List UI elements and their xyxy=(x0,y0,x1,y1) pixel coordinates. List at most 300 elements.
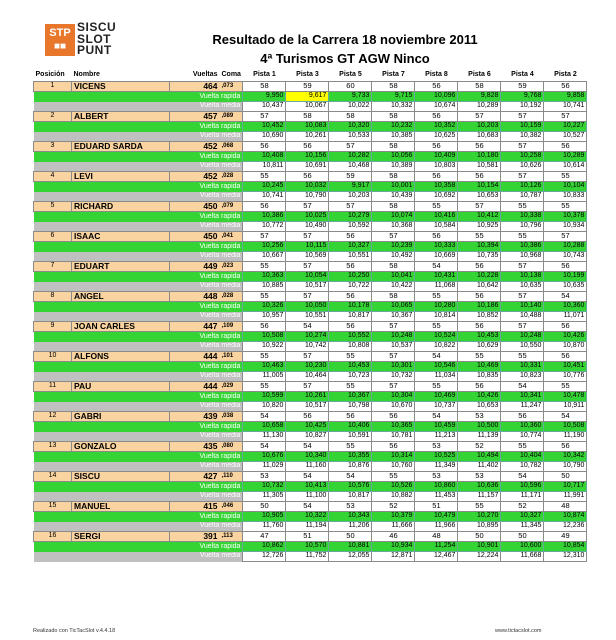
pista-laps: 55 xyxy=(501,202,544,212)
fast-lap-time: 10,025 xyxy=(286,212,329,222)
pista-laps: 49 xyxy=(544,532,587,542)
avg-lap-time: 11,005 xyxy=(243,372,286,382)
avg-lap-label: Vuelta media xyxy=(34,522,243,532)
pista-laps: 56 xyxy=(458,172,501,182)
driver-name: PAU xyxy=(72,382,170,392)
fast-lap-time: 10,451 xyxy=(544,362,587,372)
pista-laps: 54 xyxy=(286,322,329,332)
position: 11 xyxy=(34,382,72,392)
avg-lap-time: 10,551 xyxy=(286,312,329,322)
fast-lap-label: Vuelta rapida xyxy=(34,182,243,192)
avg-lap-time: 10,261 xyxy=(286,132,329,142)
fast-lap-time: 10,525 xyxy=(415,452,458,462)
fast-lap-label: Vuelta rapida xyxy=(34,362,243,372)
pista-laps: 56 xyxy=(458,382,501,392)
fast-lap-time: 9,917 xyxy=(329,182,372,192)
fast-lap-time: 10,576 xyxy=(329,482,372,492)
pista-laps: 53 xyxy=(458,412,501,422)
pista-laps: 50 xyxy=(329,532,372,542)
fast-lap-time: 10,404 xyxy=(501,452,544,462)
driver-name: SERGI xyxy=(72,532,170,542)
laps: 464 xyxy=(170,82,220,92)
pista-laps: 55 xyxy=(329,442,372,452)
pista-laps: 55 xyxy=(415,382,458,392)
fast-lap-time: 10,001 xyxy=(372,182,415,192)
coma: ,089 xyxy=(220,112,243,122)
fast-lap-time: 10,341 xyxy=(501,392,544,402)
pista-laps: 56 xyxy=(372,412,415,422)
fast-lap-time: 10,600 xyxy=(501,542,544,552)
driver-row xyxy=(34,292,587,302)
pista-laps: 53 xyxy=(329,502,372,512)
fast-lap-time: 10,596 xyxy=(501,482,544,492)
avg-lap-time: 10,492 xyxy=(372,252,415,262)
laps: 450 xyxy=(170,232,220,242)
driver-row xyxy=(34,112,587,122)
position: 10 xyxy=(34,352,72,362)
fast-lap-time: 10,901 xyxy=(458,542,501,552)
pista-laps: 56 xyxy=(544,82,587,92)
fast-lap-time: 10,230 xyxy=(286,362,329,372)
fast-lap-time: 10,104 xyxy=(544,182,587,192)
fast-lap-time: 10,478 xyxy=(544,392,587,402)
avg-lap-time: 10,527 xyxy=(544,132,587,142)
fast-lap-time: 10,452 xyxy=(243,122,286,132)
pista-laps: 58 xyxy=(372,142,415,152)
position: 16 xyxy=(34,532,72,542)
position: 6 xyxy=(34,232,72,242)
pista-laps: 57 xyxy=(329,202,372,212)
avg-lap-time: 10,808 xyxy=(329,342,372,352)
avg-lap-time: 11,666 xyxy=(372,522,415,532)
fast-lap-time: 10,408 xyxy=(243,152,286,162)
fast-lap-label: Vuelta rapida xyxy=(34,302,243,312)
fast-lap-time: 10,413 xyxy=(286,482,329,492)
pista-laps: 48 xyxy=(544,502,587,512)
fast-lap-time: 10,327 xyxy=(501,512,544,522)
fast-lap-time: 10,934 xyxy=(372,542,415,552)
coma: ,046 xyxy=(220,502,243,512)
avg-lap-time: 10,635 xyxy=(544,282,587,292)
footer-credit: Realizado con TicTacSlot v.4.4.18 xyxy=(33,628,116,634)
fast-lap-label: Vuelta rapida xyxy=(34,122,243,132)
fast-lap-time: 10,159 xyxy=(501,122,544,132)
fast-lap-time: 10,599 xyxy=(243,392,286,402)
pista-laps: 58 xyxy=(372,202,415,212)
fast-lap-time: 10,409 xyxy=(415,152,458,162)
fast-lap-time: 10,126 xyxy=(501,182,544,192)
logo-words: SISCU SLOT PUNT xyxy=(77,20,117,57)
avg-lap-time: 10,464 xyxy=(286,372,329,382)
avg-lap-time: 10,437 xyxy=(243,102,286,112)
pista-laps: 53 xyxy=(458,472,501,482)
avg-lap-time: 10,968 xyxy=(501,252,544,262)
avg-lap-label: Vuelta media xyxy=(34,252,243,262)
avg-lap-row xyxy=(34,192,587,202)
fast-lap-time: 10,412 xyxy=(458,212,501,222)
driver-row xyxy=(34,262,587,272)
pista-laps: 56 xyxy=(329,322,372,332)
fast-lap-time: 10,552 xyxy=(329,332,372,342)
footer-url: www.tictacslot.com xyxy=(495,628,542,634)
avg-lap-time: 10,922 xyxy=(243,342,286,352)
pista-laps: 50 xyxy=(544,472,587,482)
fast-lap-time: 10,342 xyxy=(544,452,587,462)
results-body xyxy=(34,82,587,562)
avg-lap-time: 10,367 xyxy=(372,312,415,322)
laps: 450 xyxy=(170,202,220,212)
driver-name: RICHARD xyxy=(72,202,170,212)
fast-lap-time: 10,154 xyxy=(458,182,501,192)
avg-lap-time: 10,772 xyxy=(243,222,286,232)
pista-laps: 57 xyxy=(286,292,329,302)
avg-lap-time: 10,811 xyxy=(243,162,286,172)
avg-lap-time: 10,683 xyxy=(458,132,501,142)
fast-lap-label: Vuelta rapida xyxy=(34,332,243,342)
pista-laps: 58 xyxy=(243,82,286,92)
coma: ,028 xyxy=(220,292,243,302)
fast-lap-time: 10,256 xyxy=(243,242,286,252)
avg-lap-time: 10,925 xyxy=(458,222,501,232)
fast-lap-time: 10,050 xyxy=(286,302,329,312)
laps: 439 xyxy=(170,412,220,422)
avg-lap-time: 11,171 xyxy=(501,492,544,502)
pista-laps: 48 xyxy=(415,532,458,542)
coma: ,073 xyxy=(220,82,243,92)
driver-name: MANUEL xyxy=(72,502,170,512)
avg-lap-time: 10,629 xyxy=(458,342,501,352)
header-nombre: Nombre xyxy=(73,70,100,78)
fast-lap-time: 10,854 xyxy=(544,542,587,552)
avg-lap-label: Vuelta media xyxy=(34,432,243,442)
pista-laps: 57 xyxy=(544,232,587,242)
avg-lap-time: 10,833 xyxy=(544,192,587,202)
avg-lap-time: 10,776 xyxy=(544,372,587,382)
avg-lap-row xyxy=(34,132,587,142)
pista-laps: 57 xyxy=(286,352,329,362)
pista-laps: 57 xyxy=(501,292,544,302)
fast-lap-row xyxy=(34,152,587,162)
fast-lap-time: 10,526 xyxy=(372,482,415,492)
avg-lap-time: 11,247 xyxy=(501,402,544,412)
avg-lap-time: 10,737 xyxy=(415,402,458,412)
pista-laps: 54 xyxy=(501,382,544,392)
pista-laps: 50 xyxy=(243,502,286,512)
avg-lap-time: 11,305 xyxy=(243,492,286,502)
laps: 444 xyxy=(170,382,220,392)
pista-laps: 54 xyxy=(329,472,372,482)
avg-lap-time: 10,820 xyxy=(243,402,286,412)
avg-lap-time: 12,310 xyxy=(544,552,587,562)
fast-lap-time: 10,358 xyxy=(415,182,458,192)
avg-lap-time: 10,592 xyxy=(329,222,372,232)
pista-laps: 55 xyxy=(458,352,501,362)
fast-lap-time: 10,386 xyxy=(501,242,544,252)
driver-name: ALBERT xyxy=(72,112,170,122)
fast-lap-time: 9,768 xyxy=(501,92,544,102)
fast-lap-time: 10,056 xyxy=(372,152,415,162)
avg-lap-row xyxy=(34,402,587,412)
fast-lap-time: 9,715 xyxy=(372,92,415,102)
avg-lap-time: 10,642 xyxy=(458,282,501,292)
avg-lap-time: 11,345 xyxy=(501,522,544,532)
fast-lap-label: Vuelta rapida xyxy=(34,542,243,552)
pista-laps: 57 xyxy=(458,202,501,212)
pista-laps: 58 xyxy=(329,112,372,122)
header-coma: Coma xyxy=(221,70,241,78)
pista-laps: 57 xyxy=(372,322,415,332)
pista-laps: 56 xyxy=(243,202,286,212)
fast-lap-time: 10,732 xyxy=(243,482,286,492)
fast-lap-row xyxy=(34,242,587,252)
avg-lap-time: 10,635 xyxy=(501,282,544,292)
pista-laps: 57 xyxy=(372,232,415,242)
fast-lap-time: 10,248 xyxy=(372,332,415,342)
avg-lap-time: 10,827 xyxy=(286,432,329,442)
fast-lap-time: 10,570 xyxy=(286,542,329,552)
fast-lap-time: 10,096 xyxy=(415,92,458,102)
pista-laps: 55 xyxy=(544,202,587,212)
fast-lap-label: Vuelta rapida xyxy=(34,392,243,402)
avg-lap-time: 12,236 xyxy=(544,522,587,532)
avg-lap-time: 10,911 xyxy=(544,402,587,412)
driver-row xyxy=(34,472,587,482)
pista-laps: 55 xyxy=(415,292,458,302)
avg-lap-time: 11,991 xyxy=(544,492,587,502)
pista-laps: 55 xyxy=(243,172,286,182)
fast-lap-time: 10,065 xyxy=(372,302,415,312)
avg-lap-time: 10,591 xyxy=(329,432,372,442)
fast-lap-time: 10,333 xyxy=(415,242,458,252)
fast-lap-time: 10,453 xyxy=(458,332,501,342)
fast-lap-time: 10,258 xyxy=(501,152,544,162)
pista-laps: 57 xyxy=(501,172,544,182)
avg-lap-label: Vuelta media xyxy=(34,462,243,472)
fast-lap-time: 10,326 xyxy=(243,302,286,312)
avg-lap-time: 10,584 xyxy=(415,222,458,232)
fast-lap-time: 10,469 xyxy=(415,392,458,402)
pista-laps: 54 xyxy=(286,442,329,452)
avg-lap-time: 11,668 xyxy=(501,552,544,562)
driver-name: ISAAC xyxy=(72,232,170,242)
fast-lap-time: 10,274 xyxy=(286,332,329,342)
fast-lap-time: 10,248 xyxy=(501,332,544,342)
avg-lap-time: 10,203 xyxy=(329,192,372,202)
pista-laps: 57 xyxy=(501,142,544,152)
avg-lap-time: 11,752 xyxy=(286,552,329,562)
pista-laps: 54 xyxy=(415,262,458,272)
pista-laps: 56 xyxy=(372,442,415,452)
avg-lap-time: 11,402 xyxy=(458,462,501,472)
header-pista: Pista 5 xyxy=(339,70,362,78)
fast-lap-time: 10,352 xyxy=(415,122,458,132)
fast-lap-time: 10,355 xyxy=(329,452,372,462)
pista-laps: 57 xyxy=(372,352,415,362)
fast-lap-time: 10,227 xyxy=(544,122,587,132)
avg-lap-time: 10,289 xyxy=(458,102,501,112)
fast-lap-time: 10,463 xyxy=(243,362,286,372)
avg-lap-time: 11,100 xyxy=(286,492,329,502)
avg-lap-label: Vuelta media xyxy=(34,102,243,112)
avg-lap-row xyxy=(34,432,587,442)
avg-lap-time: 10,022 xyxy=(329,102,372,112)
pista-laps: 57 xyxy=(372,382,415,392)
avg-lap-time: 10,468 xyxy=(329,162,372,172)
pista-laps: 56 xyxy=(544,442,587,452)
pista-laps: 54 xyxy=(544,412,587,422)
avg-lap-time: 11,160 xyxy=(286,462,329,472)
pista-laps: 56 xyxy=(544,322,587,332)
laps: 452 xyxy=(170,142,220,152)
fast-lap-time: 10,156 xyxy=(286,152,329,162)
avg-lap-time: 10,790 xyxy=(286,192,329,202)
pista-laps: 56 xyxy=(544,262,587,272)
fast-lap-time: 10,041 xyxy=(372,272,415,282)
position: 7 xyxy=(34,262,72,272)
fast-lap-row xyxy=(34,422,587,432)
driver-row xyxy=(34,322,587,332)
avg-lap-time: 12,726 xyxy=(243,552,286,562)
avg-lap-time: 11,194 xyxy=(286,522,329,532)
coma: ,038 xyxy=(220,412,243,422)
fast-lap-time: 10,322 xyxy=(286,512,329,522)
avg-lap-time: 11,068 xyxy=(415,282,458,292)
fast-lap-time: 10,203 xyxy=(458,122,501,132)
pista-laps: 52 xyxy=(501,502,544,512)
fast-lap-label: Vuelta rapida xyxy=(34,92,243,102)
page-title: Resultado de la Carrera 18 noviembre 2011 xyxy=(212,32,478,47)
avg-lap-time: 10,882 xyxy=(372,492,415,502)
pista-laps: 55 xyxy=(372,472,415,482)
avg-lap-time: 10,439 xyxy=(372,192,415,202)
driver-row xyxy=(34,442,587,452)
pista-laps: 56 xyxy=(329,232,372,242)
driver-row xyxy=(34,172,587,182)
fast-lap-time: 9,733 xyxy=(329,92,372,102)
fast-lap-row xyxy=(34,482,587,492)
fast-lap-row xyxy=(34,272,587,282)
avg-lap-time: 10,790 xyxy=(544,462,587,472)
avg-lap-row xyxy=(34,102,587,112)
avg-lap-row xyxy=(34,162,587,172)
fast-lap-row xyxy=(34,182,587,192)
fast-lap-time: 10,426 xyxy=(458,392,501,402)
fast-lap-time: 10,314 xyxy=(372,452,415,462)
avg-lap-time: 11,349 xyxy=(415,462,458,472)
pista-laps: 55 xyxy=(243,292,286,302)
avg-lap-time: 10,653 xyxy=(458,192,501,202)
avg-lap-time: 10,957 xyxy=(243,312,286,322)
pista-laps: 59 xyxy=(286,82,329,92)
stp-badge: STP ■■ xyxy=(45,24,75,56)
avg-lap-time: 10,614 xyxy=(544,162,587,172)
fast-lap-time: 10,881 xyxy=(329,542,372,552)
fast-lap-time: 10,658 xyxy=(243,422,286,432)
position: 5 xyxy=(34,202,72,212)
fast-lap-time: 10,874 xyxy=(544,512,587,522)
avg-lap-time: 10,741 xyxy=(544,102,587,112)
fast-lap-time: 10,115 xyxy=(286,242,329,252)
avg-lap-time: 10,735 xyxy=(458,252,501,262)
fast-lap-time: 10,426 xyxy=(544,332,587,342)
fast-lap-label: Vuelta rapida xyxy=(34,152,243,162)
fast-lap-row xyxy=(34,332,587,342)
fast-lap-time: 10,138 xyxy=(501,272,544,282)
fast-lap-time: 10,636 xyxy=(458,482,501,492)
fast-lap-time: 10,508 xyxy=(243,332,286,342)
pista-laps: 55 xyxy=(329,382,372,392)
fast-lap-time: 10,546 xyxy=(415,362,458,372)
pista-laps: 56 xyxy=(243,322,286,332)
avg-lap-time: 10,781 xyxy=(372,432,415,442)
avg-lap-time: 10,934 xyxy=(544,222,587,232)
pista-laps: 56 xyxy=(286,142,329,152)
laps: 452 xyxy=(170,172,220,182)
pista-laps: 57 xyxy=(501,322,544,332)
avg-lap-time: 10,774 xyxy=(501,432,544,442)
pista-laps: 56 xyxy=(329,262,372,272)
pista-laps: 57 xyxy=(458,112,501,122)
avg-lap-time: 10,669 xyxy=(415,252,458,262)
avg-lap-time: 10,533 xyxy=(329,132,372,142)
fast-lap-label: Vuelta rapida xyxy=(34,242,243,252)
pista-laps: 47 xyxy=(243,532,286,542)
pista-laps: 56 xyxy=(501,412,544,422)
pista-laps: 59 xyxy=(329,172,372,182)
fast-lap-row xyxy=(34,542,587,552)
avg-lap-row xyxy=(34,462,587,472)
avg-lap-time: 11,034 xyxy=(415,372,458,382)
avg-lap-time: 10,690 xyxy=(243,132,286,142)
avg-lap-time: 10,798 xyxy=(329,402,372,412)
fast-lap-time: 10,340 xyxy=(286,452,329,462)
pista-laps: 56 xyxy=(286,172,329,182)
fast-lap-time: 10,327 xyxy=(329,242,372,252)
header-pista: Pista 6 xyxy=(468,70,491,78)
fast-lap-time: 10,379 xyxy=(372,512,415,522)
avg-lap-time: 10,490 xyxy=(286,222,329,232)
avg-lap-time: 11,071 xyxy=(544,312,587,322)
pista-laps: 56 xyxy=(458,292,501,302)
pista-laps: 55 xyxy=(458,232,501,242)
pista-laps: 55 xyxy=(501,442,544,452)
avg-lap-time: 10,823 xyxy=(501,372,544,382)
fast-lap-row xyxy=(34,392,587,402)
avg-lap-time: 10,822 xyxy=(415,342,458,352)
fast-lap-time: 10,250 xyxy=(329,272,372,282)
avg-lap-time: 10,625 xyxy=(415,132,458,142)
fast-lap-time: 10,416 xyxy=(415,212,458,222)
avg-lap-time: 11,157 xyxy=(458,492,501,502)
avg-lap-time: 12,467 xyxy=(415,552,458,562)
fast-lap-time: 10,425 xyxy=(286,422,329,432)
pista-laps: 53 xyxy=(415,472,458,482)
fast-lap-time: 10,245 xyxy=(243,182,286,192)
avg-lap-time: 10,692 xyxy=(415,192,458,202)
avg-lap-label: Vuelta media xyxy=(34,162,243,172)
driver-row xyxy=(34,82,587,92)
avg-lap-time: 10,723 xyxy=(329,372,372,382)
avg-lap-time: 10,741 xyxy=(243,192,286,202)
fast-lap-row xyxy=(34,452,587,462)
avg-lap-time: 12,224 xyxy=(458,552,501,562)
avg-lap-time: 10,691 xyxy=(286,162,329,172)
position: 2 xyxy=(34,112,72,122)
pista-laps: 56 xyxy=(458,322,501,332)
fast-lap-time: 10,338 xyxy=(501,212,544,222)
fast-lap-time: 10,453 xyxy=(329,362,372,372)
avg-lap-time: 10,876 xyxy=(329,462,372,472)
